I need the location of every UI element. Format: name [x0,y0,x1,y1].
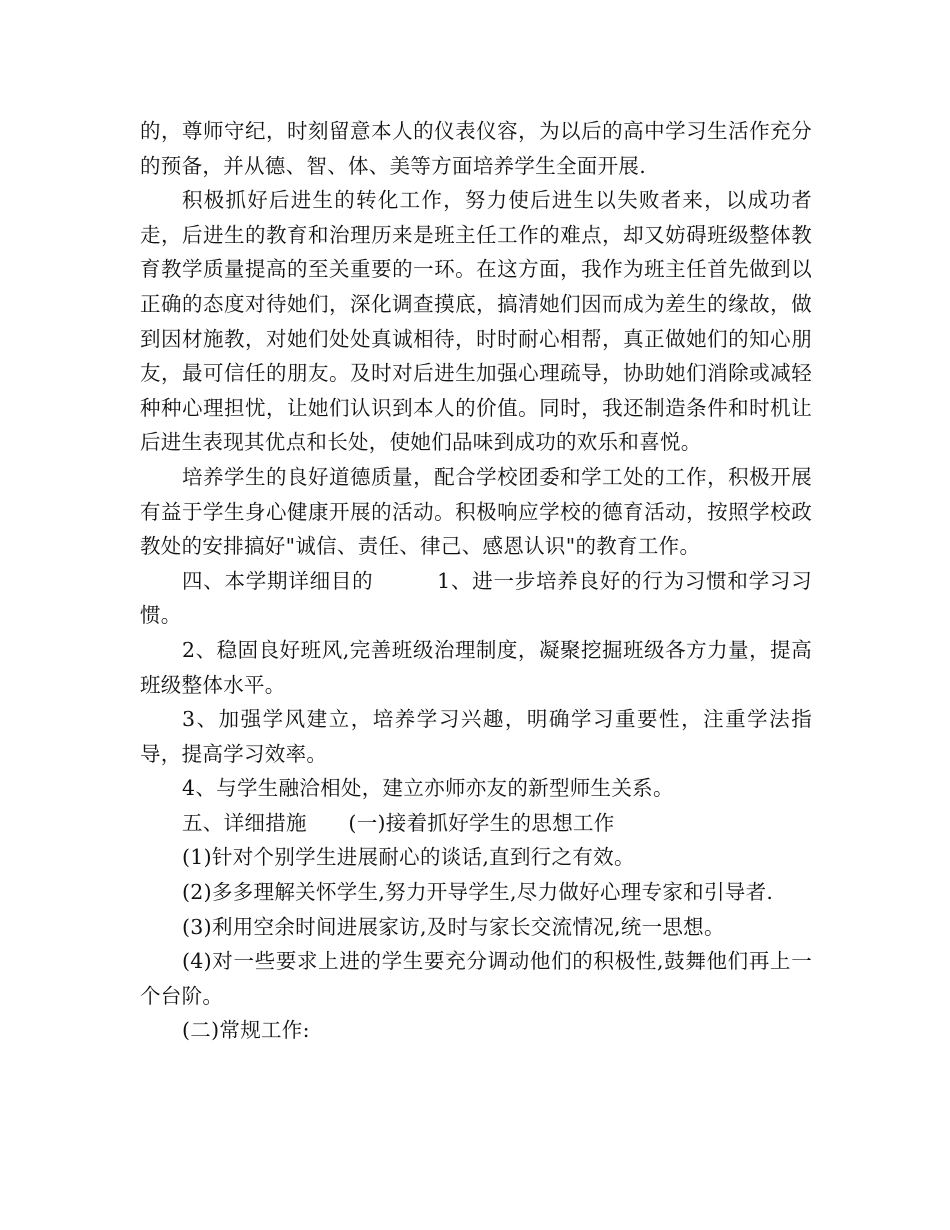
paragraph-11: (3)利用空余时间进展家访,及时与家长交流情况,统一思想。 [182,914,725,939]
paragraph-2: 积极抓好后进生的转化工作，努力使后进生以失败者来，以成功者走，后进生的教育和治理历来是班主任工作的难点，却又妨碍班级整体教育教学质量提高的至关重要的一环。在这方面，我作为班主任首先做到以正确的态度对待她们，深化调查摸底，搞清她们因而成为差生的缘故，做到因材施教，对她们处处真诚相待，时时耐心相帮，真正做她们的知心朋友，最可信任的朋友。及时对后进生加强心理疏导，协助她们消除或减轻种种心理担忧，让她们认识到本人的价值。同时，我还制造条件和时机让后进生表现其优点和长处，使她们品味到成功的欢乐和喜悦。 [140,188,812,455]
paragraph-9: (1)针对个别学生进展耐心的谈话,直到行之有效。 [182,845,635,870]
paragraph-12: (4)对一些要求上进的学生要充分调动他们的积极性,鼓舞他们再上一个台阶。 [140,949,812,1008]
paragraph-8: 五、详细措施 (一)接着抓好学生的思想工作 [182,810,615,835]
paragraph-13: (二)常规工作: [182,1018,310,1043]
paragraph-3: 培养学生的良好道德质量，配合学校团委和学工处的工作，积极开展有益于学生身心健康开展的活动。积极响应学校的德育活动，按照学校政教处的安排搞好"诚信、责任、律己、感恩认识"的教育工作。 [140,464,812,559]
paragraph-7: 4、与学生融洽相处，建立亦师亦友的新型师生关系。 [182,776,674,801]
paragraph-5: 2、稳固良好班风,完善班级治理制度，凝聚挖掘班级各方力量，提高班级整体水平。 [140,637,812,697]
document-page [140,114,812,1048]
paragraph-4: 四、本学期详细目的 1、进一步培养良好的行为习惯和学习习惯。 [140,568,812,628]
paragraph-6: 3、加强学风建立，培养学习兴趣，明确学习重要性，注重学法指导，提高学习效率。 [140,707,812,766]
paragraph-1: 的，尊师守纪，时刻留意本人的仪表仪容，为以后的高中学习生活作充分的预备，并从德、智、体、美等方面培养学生全面开展. [140,119,812,178]
paragraph-10: (2)多多理解关怀学生,努力开导学生,尽力做好心理专家和引导者. [182,880,774,905]
